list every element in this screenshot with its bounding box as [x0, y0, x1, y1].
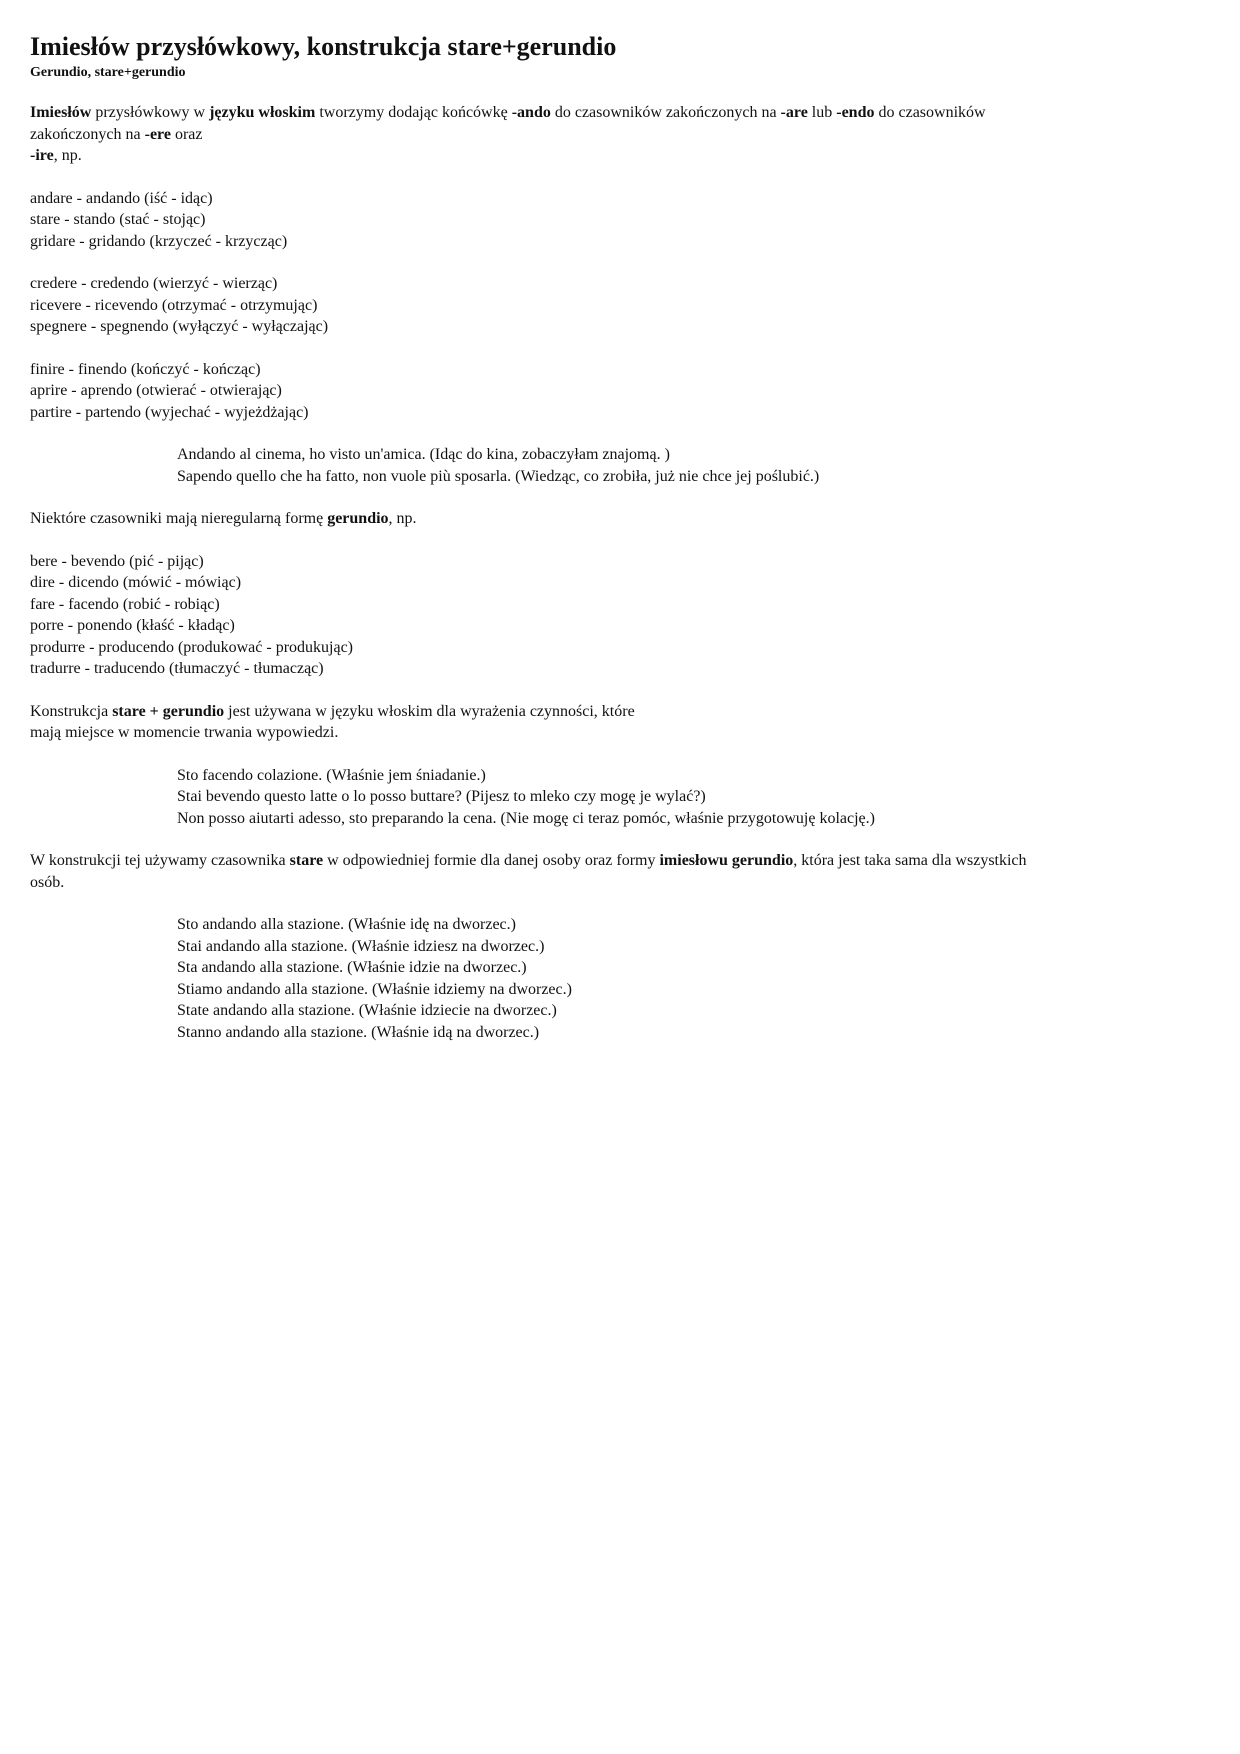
list-item: spegnere - spegnendo (wyłączyć - wyłączając)	[30, 318, 329, 335]
example-sentence: Sta andando alla stazione. (Właśnie idzie na dworzec.)	[177, 959, 527, 976]
list-item: tradurre - traducendo (tłumaczyć - tłumacząc)	[30, 660, 324, 677]
list-item: ricevere - ricevendo (otrzymać - otrzymując)	[30, 296, 318, 314]
usage-paragraph: W konstrukcji tej używamy czasownika stare w odpowiedniej formie dla danej osoby oraz formy imiesłowu gerundio, która jest taka sama dla wszystkich osób.	[30, 852, 1027, 891]
list-item: andare - andando (iść - idąc)	[30, 189, 213, 207]
example-sentence: State andando alla stazione. (Właśnie idziecie na dworzec.)	[177, 1002, 557, 1019]
list-item: fare - facendo (robić - robiąc)	[30, 595, 220, 613]
example-sentence: Stai bevendo questo latte o lo posso buttare? (Pijesz to mleko czy mogę je wylać?)	[177, 788, 706, 805]
list-item: credere - credendo (wierzyć - wierząc)	[30, 275, 278, 292]
intro-paragraph: Imiesłów przysłówkowy w języku włoskim tworzymy dodając końcówkę -ando do czasowników zakończonych na -are lub -endo do czasowników zakończonych na -ere oraz -ire, np.	[30, 104, 986, 164]
list-ere-verbs	[30, 273, 1210, 338]
examples-conjugation	[30, 914, 1210, 1043]
document-page	[30, 30, 1210, 1064]
page-subtitle: Gerundio, stare+gerundio	[30, 65, 186, 80]
example-sentence: Non posso aiutarti adesso, sto preparando la cena. (Nie mogę ci teraz pomóc, właśnie przygotowuję kolację.)	[177, 809, 875, 827]
list-irregular-verbs	[30, 551, 1210, 680]
examples-stare-gerundio	[30, 765, 1210, 830]
page-title: Imiesłów przysłówkowy, konstrukcja stare+gerundio	[30, 32, 617, 61]
example-sentence: Sto andando alla stazione. (Właśnie idę na dworzec.)	[177, 916, 516, 933]
list-item: partire - partendo (wyjechać - wyjeżdżając)	[30, 403, 309, 421]
example-sentence: Stanno andando alla stazione. (Właśnie idą na dworzec.)	[177, 1023, 540, 1041]
list-item: stare - stando (stać - stojąc)	[30, 211, 206, 228]
construction-paragraph: Konstrukcja stare + gerundio jest używana w języku włoskim dla wyrażenia czynności, które mają miejsce w momencie trwania wypowiedzi.	[30, 702, 635, 741]
list-item: porre - ponendo (kłaść - kładąc)	[30, 617, 235, 634]
irregular-intro-paragraph: Niektóre czasowniki mają nieregularną formę gerundio, np.	[30, 510, 417, 527]
list-are-verbs	[30, 188, 1210, 253]
list-ire-verbs	[30, 359, 1210, 424]
example-sentence: Sto facendo colazione. (Właśnie jem śniadanie.)	[177, 766, 486, 784]
list-item: bere - bevendo (pić - pijąc)	[30, 552, 204, 570]
examples-gerundio	[30, 444, 1210, 487]
example-sentence: Andando al cinema, ho visto un'amica. (Idąc do kina, zobaczyłam znajomą. )	[177, 446, 670, 463]
example-sentence: Stiamo andando alla stazione. (Właśnie idziemy na dworzec.)	[177, 980, 572, 998]
list-item: gridare - gridando (krzyczeć - krzycząc)	[30, 232, 288, 250]
example-sentence: Sapendo quello che ha fatto, non vuole più sposarla. (Wiedząc, co zrobiła, już nie chce jej poślubić.)	[177, 467, 820, 485]
list-item: dire - dicendo (mówić - mówiąc)	[30, 574, 242, 591]
list-item: finire - finendo (kończyć - kończąc)	[30, 360, 261, 378]
list-item: aprire - aprendo (otwierać - otwierając)	[30, 382, 282, 399]
list-item: produrre - producendo (produkować - produkując)	[30, 638, 353, 656]
example-sentence: Stai andando alla stazione. (Właśnie idziesz na dworzec.)	[177, 937, 545, 955]
